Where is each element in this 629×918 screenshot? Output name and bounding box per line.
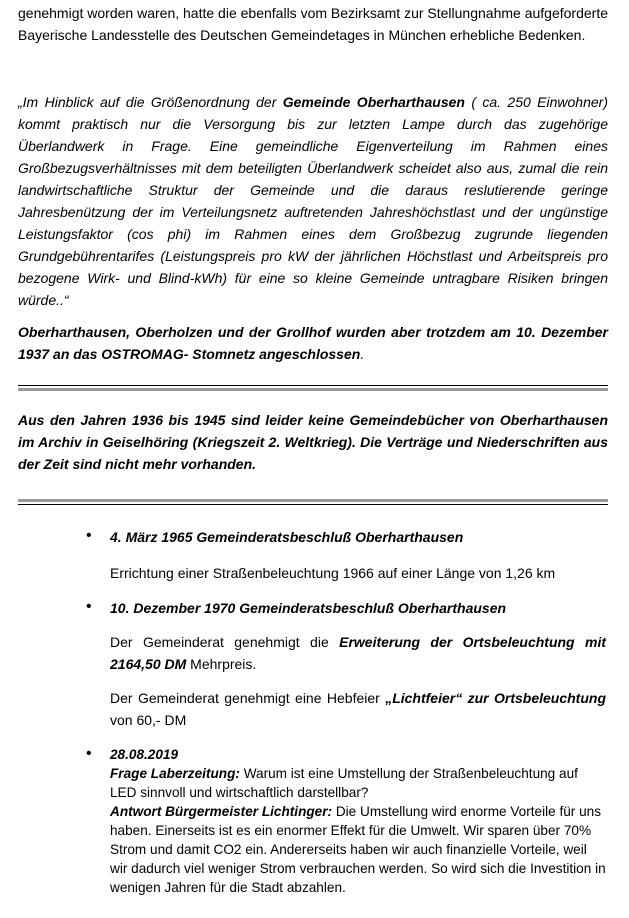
item-2019-question: Frage Laberzeitung: Warum ist eine Umstellung der Straßenbeleuchtung auf LED sinnvoll und wirtschaftlich darstellbar? [110, 766, 578, 800]
quote-municipality-name: Gemeinde Oberharthausen [282, 94, 465, 110]
item-1970-extension-text: Der Gemeinderat genehmigt die Erweiterung der Ortsbeleuchtung mit 2164,50 DM Mehrpreis. [110, 634, 606, 672]
bullet-marker: • [86, 598, 92, 615]
bullet-marker: • [86, 745, 92, 762]
item-1970-title: 10. Dezember 1970 Gemeinderatsbeschluß Oberharthausen [110, 600, 507, 616]
quote-paragraph: „Im Hinblick auf die Größenordnung der Gemeinde Oberharthausen ( ca. 250 Einwohner) kommt praktisch nur die Versorgung bis zur letzten Lampe durch das zugehörige Überlandwerk in Frage. Eine gemeindliche Eigenverteilung im Rahmen eines Großbezugsverhältnisses mit dem beteiligten Überlandwerk scheidet also aus, zumal die rein landwirtschaftliche Struktur der Gemeinde und die daraus reslutierende geringe Jahresbenützung der im Verteilungsnetz auftretenden Jahreshöchstlast und der ungünstige Leistungsfaktor (cos phi) im Rahmen eines dem Großbezug zugrunde liegenden Grundgebührentarifes (Leistungspreis pro kW der jährlichen Höchstlast und Arbeitspreis pro bezogene Wirk- und Blind-kWh) für eine so kleine Gemeinde untragbare Risiken bringen würde..“ [18, 94, 608, 308]
item-2019-date: 28.08.2019 [110, 747, 179, 762]
intro-paragraph: genehmigt worden waren, hatte die ebenfalls vom Bezirksamt zur Stellungnahme aufgeforderte Bayerische Landesstelle des Deutschen Gemeindetages in München erhebliche Bedenken. [18, 5, 608, 43]
archive-paragraph: Aus den Jahren 1936 bis 1945 sind leider keine Gemeindebücher von Oberharthausen im Archiv in Geiselhöring (Kriegszeit 2. Weltkrieg). Die Verträge und Niederschriften aus der Zeit sind nicht mehr vorhanden. [18, 412, 608, 472]
bullet-marker: • [86, 527, 92, 544]
item-1970-celebration-text: Der Gemeinderat genehmigt eine Hebfeier „Lichtfeier“ zur Ortsbeleuchtung von 60,- DM [110, 690, 606, 728]
item-1965-title: 4. März 1965 Gemeinderatsbeschluß Oberharthausen [110, 529, 464, 545]
section-divider-bottom [18, 499, 608, 505]
item-2019-answer: Antwort Bürgermeister Lichtinger: Die Umstellung wird enorme Vorteile für uns haben. Einerseits ist es ein enormer Effekt für die Umwelt. Wir sparen über 70% Strom und damit CO2 ein. Andererseits haben wir auch finanzielle Vorteile, weil wir dadurch viel weniger Strom verbrauchen werden. So wird sich die Investition in wenigen Jahren für die Stadt abzahlen. [110, 804, 606, 895]
item-2019-interview [110, 745, 606, 897]
connection-paragraph: Oberharthausen, Oberholzen und der Grollhof wurden aber trotzdem am 10. Dezember 1937 an das OSTROMAG- Stomnetz angeschlossen. [18, 324, 608, 362]
item-1965-text: Errichtung einer Straßenbeleuchtung 1966 auf einer Länge von 1,26 km [110, 565, 556, 581]
section-divider-top [18, 385, 608, 391]
